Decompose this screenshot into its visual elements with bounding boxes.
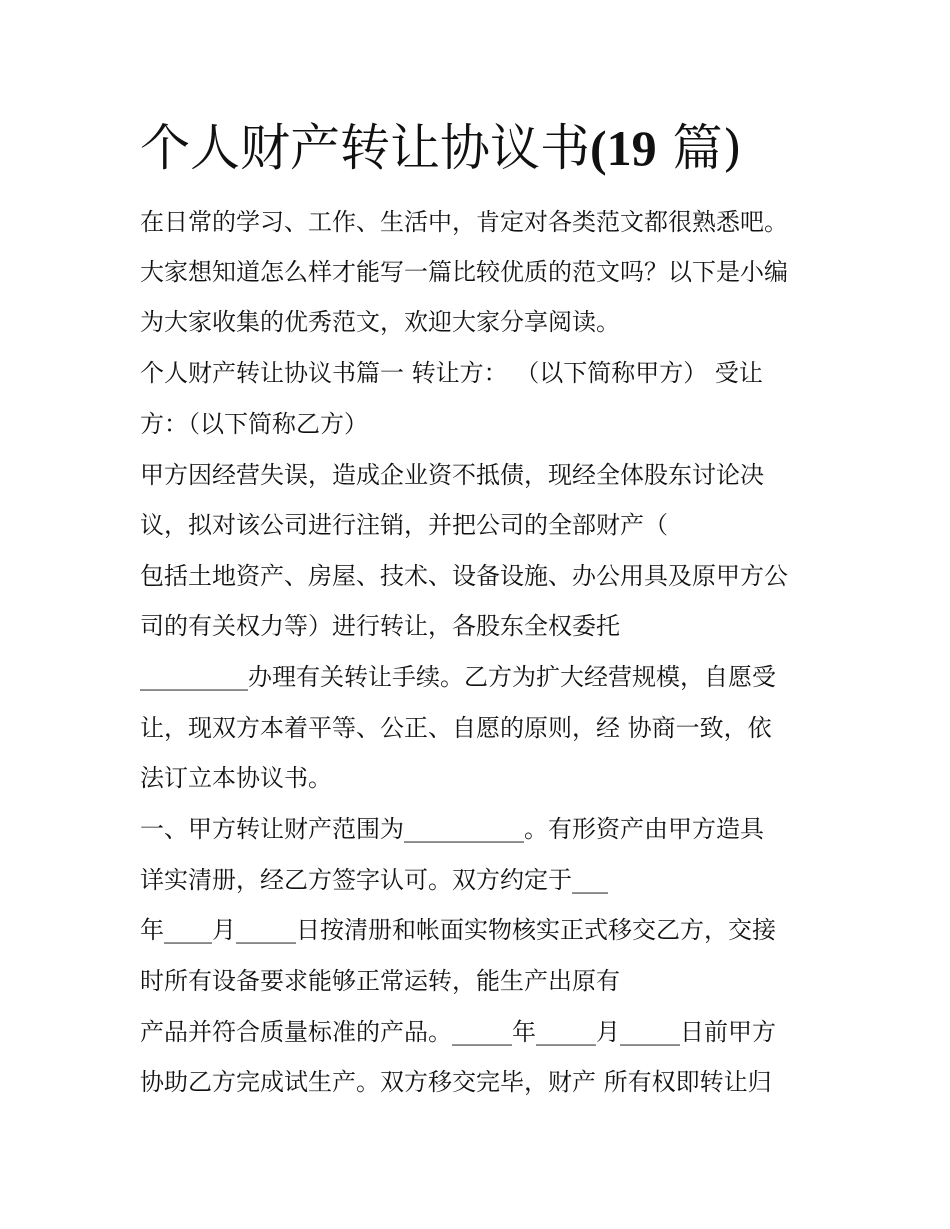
- body-line: 年____月_____日按清册和帐面实物核实正式移交乙方，交接: [140, 916, 776, 944]
- body-line: 甲方因经营失误，造成企业资不抵债，现经全体股东讨论决: [140, 461, 764, 489]
- body-line: 方：（以下简称乙方）: [140, 410, 368, 438]
- body-line: 时所有设备要求能够正常运转，能生产出原有: [140, 967, 620, 995]
- document-title: [140, 112, 860, 184]
- body-line: 一、甲方转让财产范围为__________。有形资产由甲方造具: [140, 815, 764, 843]
- body-line: 司的有关权力等）进行转让，各股东全权委托: [140, 612, 620, 640]
- body-line: 大家想知道怎么样才能写一篇比较优质的范文吗？以下是小编: [140, 258, 788, 286]
- body-line: 协助乙方完成试生产。双方移交完毕，财产 所有权即转让归: [140, 1068, 772, 1096]
- body-line: 包括土地资产、房屋、技术、设备设施、办公用具及原甲方公: [140, 562, 788, 590]
- title-text: 个人财产转让协议书: [140, 119, 590, 177]
- body-line: 法订立本协议书。: [140, 764, 332, 792]
- body-line: 让，现双方本着平等、公正、自愿的原则，经 协商一致，依: [140, 714, 772, 742]
- body-line: _________办理有关转让手续。乙方为扩大经营规模，自愿受: [140, 663, 776, 691]
- body-line: 详实清册，经乙方签字认可。双方约定于___: [140, 866, 608, 894]
- body-line: 个人财产转让协议书篇一 转让方： （以下简称甲方） 受让: [140, 359, 763, 387]
- body-line: 议，拟对该公司进行注销，并把公司的全部财产（: [140, 511, 668, 539]
- body-line: 在日常的学习、工作、生活中，肯定对各类范文都很熟悉吧。: [140, 208, 788, 236]
- body-line: 为大家收集的优秀范文，欢迎大家分享阅读。: [140, 308, 620, 336]
- body-line: 产品并符合质量标准的产品。_____年_____月_____日前甲方: [140, 1018, 776, 1046]
- title-count: (19: [590, 120, 657, 176]
- title-suffix: 篇): [656, 119, 743, 177]
